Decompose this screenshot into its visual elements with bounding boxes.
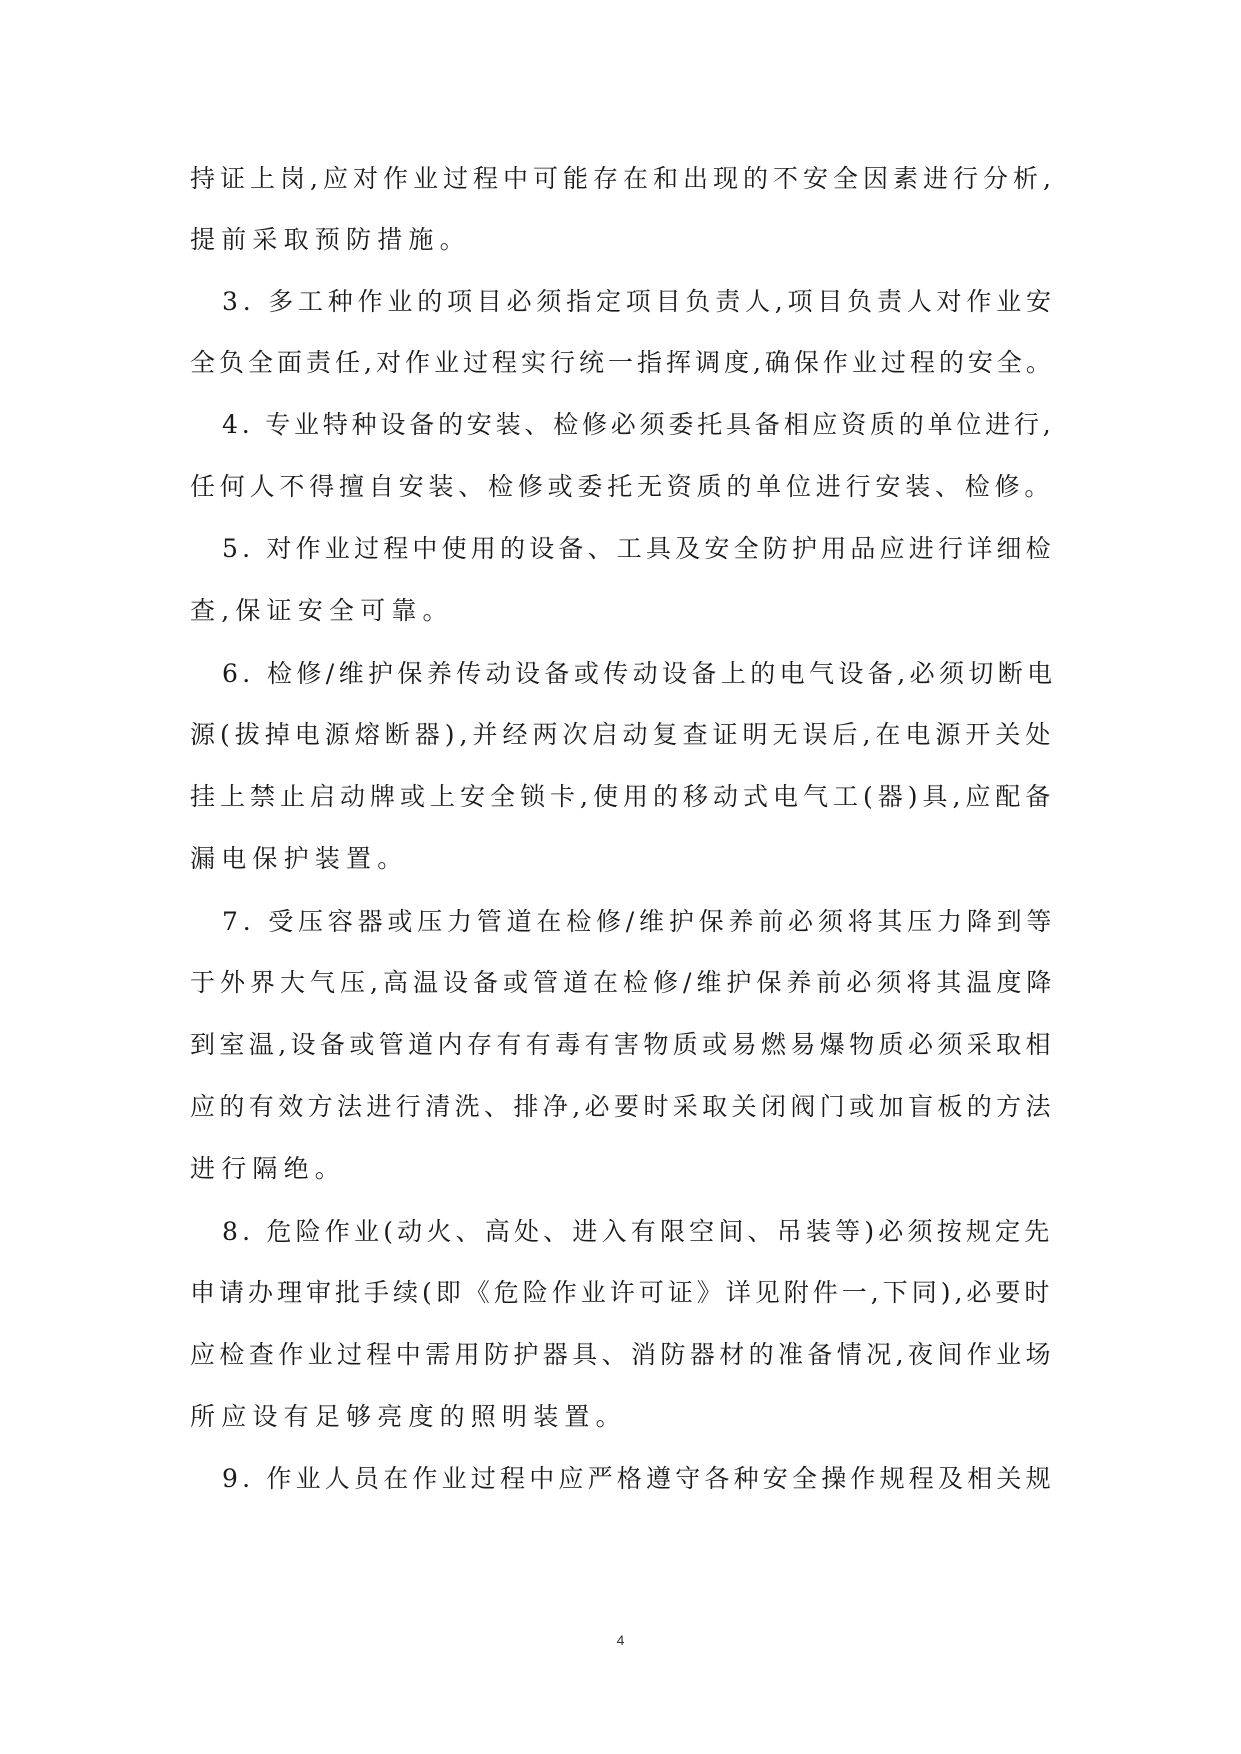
text-line: 提前采取预防措施。 — [190, 225, 471, 254]
list-item-4: 4. 专业特种设备的安装、检修必须委托具备相应资质的单位进行, — [222, 410, 1055, 439]
list-item-7: 7. 受压容器或压力管道在检修/维护保养前必须将其压力降到等 — [222, 907, 1057, 936]
list-item-8: 8. 危险作业(动火、高处、进入有限空间、吊装等)必须按规定先 — [222, 1217, 1054, 1246]
text-line: 于外界大气压,高温设备或管道在检修/维护保养前必须将其温度降 — [190, 968, 1057, 997]
text-line: 挂上禁止启动牌或上安全锁卡,使用的移动式电气工(器)具,应配备 — [190, 782, 1056, 811]
text-line: 源(拔掉电源熔断器),并经两次启动复查证明无误后,在电源开关处 — [190, 720, 1056, 749]
text-line: 所应设有足够亮度的照明装置。 — [190, 1402, 627, 1431]
text-line: 任何人不得擅自安装、检修或委托无资质的单位进行安装、检修。 — [190, 472, 1055, 501]
text-line: 查,保证安全可靠。 — [190, 596, 454, 625]
text-line: 全负全面责任,对作业过程实行统一指挥调度,确保作业过程的安全。 — [190, 348, 1055, 377]
text-line: 申请办理审批手续(即《危险作业许可证》详见附件一,下同),必要时 — [190, 1278, 1054, 1307]
list-item-3: 3. 多工种作业的项目必须指定项目负责人,项目负责人对作业安 — [222, 287, 1056, 316]
text-line: 到室温,设备或管道内存有有毒有害物质或易燃易爆物质必须采取相 — [190, 1030, 1055, 1059]
text-line: 漏电保护装置。 — [190, 844, 409, 873]
text-line: 持证上岗,应对作业过程中可能存在和出现的不安全因素进行分析, — [190, 164, 1056, 193]
text-line: 应检查作业过程中需用防护器具、消防器材的准备情况,夜间作业场 — [190, 1340, 1055, 1369]
list-item-5: 5. 对作业过程中使用的设备、工具及安全防护用品应进行详细检 — [222, 534, 1055, 563]
list-item-9: 9. 作业人员在作业过程中应严格遵守各种安全操作规程及相关规 — [222, 1464, 1055, 1493]
text-line: 进行隔绝。 — [190, 1154, 347, 1183]
page-number: 4 — [616, 1632, 625, 1648]
text-line: 应的有效方法进行清洗、排净,必要时采取关闭阀门或加盲板的方法 — [190, 1092, 1055, 1121]
list-item-6: 6. 检修/维护保养传动设备或传动设备上的电气设备,必须切断电 — [222, 659, 1057, 688]
